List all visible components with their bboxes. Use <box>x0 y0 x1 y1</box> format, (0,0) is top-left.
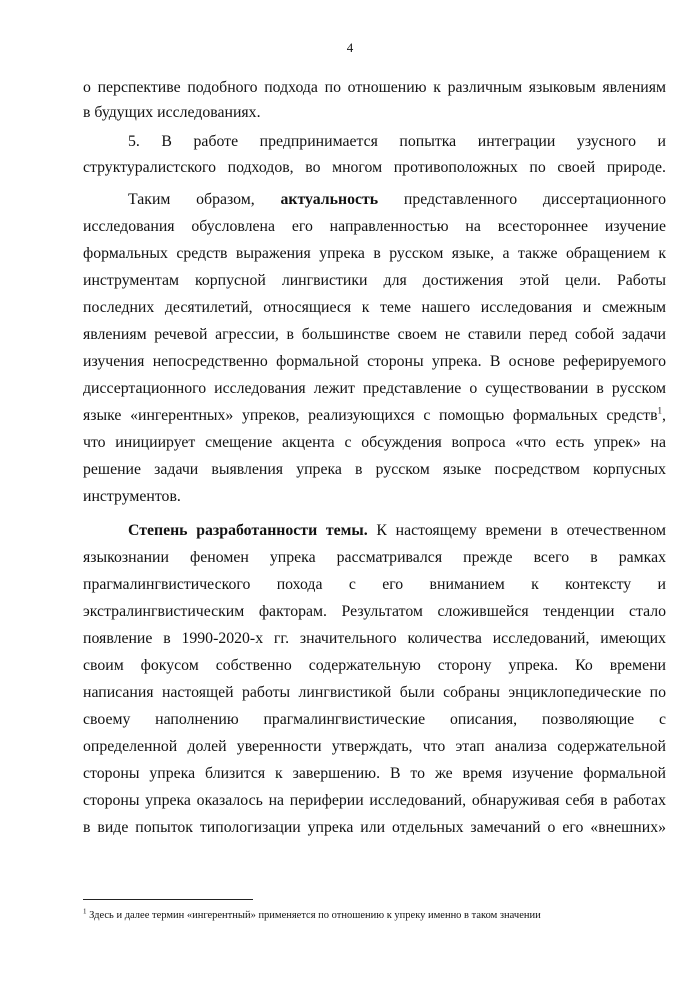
text-line: структуралистского подходов, во многом противоположных по своей природе. <box>83 159 666 176</box>
text-line: стороны упрека близится к завершению. В то же время изучение формальной <box>83 765 666 782</box>
text-run: , <box>662 407 666 424</box>
text-run: представленного диссертационного <box>378 191 666 208</box>
text-line: своим фокусом собственно содержательную сторону упрека. Ко времени <box>83 657 666 674</box>
text-line: появление в 1990-2020-х гг. значительного количества исследований, имеющих <box>83 630 666 647</box>
text-line: последних десятилетий, относящиеся к теме нашего исследования и смежным <box>83 299 666 316</box>
text-line: своему наполнению прагмалингвистические описания, позволяющие с <box>83 711 666 728</box>
text-line <box>83 406 666 426</box>
footnote-separator <box>83 899 253 900</box>
text-line: о перспективе подобного подхода по отношению к различным языковым явлениям <box>83 79 666 96</box>
text-line: прагмалингвистического похода с его вниманием к контексту и <box>83 576 666 593</box>
text-line: инструментам корпусной лингвистики для достижения этой цели. Работы <box>83 272 666 289</box>
text-line <box>128 190 666 210</box>
text-line: в будущих исследованиях. <box>83 104 261 121</box>
bold-term-relevance: актуальность <box>280 191 379 208</box>
footnote <box>83 909 666 923</box>
text-run: языке «ингерентных» упреков, реализующихся с помощью формальных средств <box>83 407 658 424</box>
text-line: исследования обусловлена его направленностью на всестороннее изучение <box>83 218 666 235</box>
text-line: формальных средств выражения упрека в русском языке, а также обращением к <box>83 245 666 262</box>
text-line: в виде попыток типологизации упрека или отдельных замечаний о его «внешних» <box>83 819 666 836</box>
text-run: Таким образом, <box>128 191 281 208</box>
text-line: решение задачи выявления упрека в русском языке посредством корпусных <box>83 461 666 478</box>
text-line: стороны упрека оказалось на периферии исследований, обнаруживая себя в работах <box>83 792 666 809</box>
footnote-text: Здесь и далее термин «ингерентный» применяется по отношению к упреку именно в таком значении <box>86 910 541 921</box>
text-line: диссертационного исследования лежит представление о существовании в русском <box>83 380 666 397</box>
text-line: изучения непосредственно формальной стороны упрека. В основе реферируемого <box>83 353 666 370</box>
text-line: экстралингвистическим факторам. Результатом сложившейся тенденции стало <box>83 603 666 620</box>
bold-heading-development: Степень разработанности темы. <box>128 522 368 539</box>
text-line: определенной долей уверенности утверждать, что этап анализа содержательной <box>83 738 666 755</box>
footnote-marker: 1 <box>83 907 87 916</box>
text-line: явлениям речевой агрессии, в большинстве своем не ставили перед собой задачи <box>83 326 666 343</box>
text-line: языкознании феномен упрека рассматривался прежде всего в рамках <box>83 549 666 566</box>
text-run: К настоящему времени в отечественном <box>367 522 666 539</box>
text-line <box>128 521 666 541</box>
text-line: 5. В работе предпринимается попытка интеграции узусного и <box>128 133 666 150</box>
text-line: что инициирует смещение акцента с обсуждения вопроса «что есть упрек» на <box>83 434 666 451</box>
page-number: 4 <box>346 40 354 55</box>
text-line: написания настоящей работы лингвистикой были собраны энциклопедические по <box>83 684 666 701</box>
text-line: инструментов. <box>83 488 181 505</box>
footnote-ref: 1 <box>657 405 663 416</box>
